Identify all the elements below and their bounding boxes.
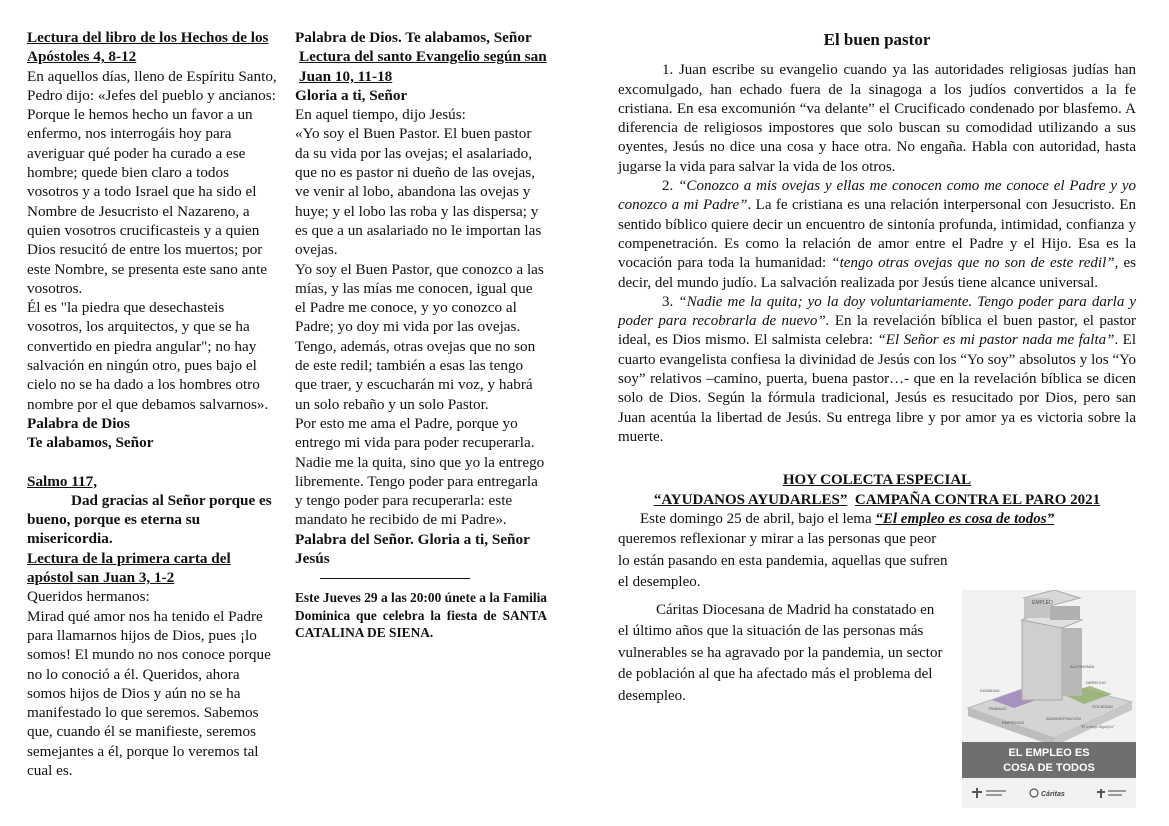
column-middle: [295, 28, 547, 642]
reading1-close2: Te alabamos, Señor: [27, 434, 154, 452]
psalm-response: Dad gracias al Señor porque es bueno, porque es eterna su misericordia.: [27, 491, 272, 548]
puzzle-word: EMPRESAS: [1002, 720, 1025, 725]
puzzle-word: ADMINISTRACIÓN: [1046, 716, 1081, 721]
reading2-close: Palabra de Dios. Te alabamos, Señor: [295, 29, 532, 46]
puzzle-word: TRABAJO: [988, 706, 1007, 711]
reading2-title: Lectura de la primera carta del apóstol san Juan 3, 1-2: [27, 549, 231, 587]
reading2-greeting: Queridos hermanos:: [27, 588, 150, 606]
reading1-title: Lectura del libro de los Hechos de los Apóstoles 4, 8-12: [27, 29, 269, 66]
gospel-close: Palabra del Señor. Gloria a ti, Señor Jesús: [295, 530, 530, 568]
gospel-title: Lectura del santo Evangelio según san Juan 10, 11-18: [299, 48, 547, 85]
announcement-note: Este Jueves 29 a las 20:00 únete a la Familia Dominica que celebra la fiesta de SANTA CATALINA DE SIENA.: [295, 590, 547, 641]
colecta-campaign: “AYUDANOS AYUDARLES” CAMPAÑA CONTRA EL PARO 2021: [653, 491, 1101, 508]
caritas-logo-text: Cáritas: [1041, 791, 1065, 798]
reading1-text: En aquellos días, lleno de Espíritu Santo, Pedro dijo: «Jefes del pueblo y ancianos: Porque le hemos hecho un favor a un enfermo, nos interrogáis hoy para averiguar qué poder ha curado a ese hombre; quede bien claro a todos vosotros y a todo Israel que ha sido el Nombre de Jesucristo el Nazareno, a quien vosotros crucificasteis y a quien Dios resucitó de entre los muertos; por este Nombre, se presenta este sano ante vosotros.: [27, 67, 277, 297]
reading1-text2: Él es "la piedra que desechasteis vosotros, los arquitectos, y que se ha convertido en piedra angular"; no hay salvación en ningún otro, pues bajo el cielo no se ha dado a los hombres otro nombre por el que debamos salvarnos». Palabra de Dios: [27, 299, 269, 432]
gospel-text3: Tengo, además, otras ovejas que no son de este redil; también a esas las tengo que traer, y escucharán mi voz, y habrá un solo rebaño y un solo Pastor.: [295, 337, 536, 413]
commentary-p1: 1. Juan escribe su evangelio cuando ya las autoridades religiosas judías han excomulgado, han echado fuera de la sinagoga a los judíos convertidos a la fe cristiana. En esa excomunión “va delante” el Crucificado condenado por blasfemo. A diferencia de religiosos impostores que solo buscan su comodidad utilizando a sus oyentes, Jesús no dice una cosa y hace otra. No engaña. Habla con autoridad, hasta jugarse la vida para salvar la vida de los otros.: [618, 62, 1136, 175]
gospel-text2: Yo soy el Buen Pastor, que conozco a las mías, y las mías me conocen, igual que el Padre me conoce, y yo conozco al Padre; yo doy mi vida por las ovejas.: [295, 260, 544, 336]
colecta-p2: Cáritas Diocesana de Madrid ha constatado en el último años que la situación de las personas más vulnerables se ha agravado por la pandemia, un sector de población al que ha afectado más el problema del desempleo.: [618, 601, 943, 704]
puzzle-word: EMPLEO: [1032, 600, 1053, 606]
reading1-close: Palabra de Dios: [27, 414, 130, 432]
colecta-p1-end: queremos reflexionar y mirar a las personas que peor lo están pasando en esta pandemia, aquellas que sufren el desempleo.: [618, 531, 948, 591]
empleo-poster-image: [962, 590, 1136, 808]
gospel-acclaim: Gloria a ti, Señor: [295, 86, 408, 104]
gospel-intro: En aquel tiempo, dijo Jesús:: [295, 106, 466, 124]
poster-line1: EL EMPLEO ES: [1008, 747, 1090, 759]
gospel-text4: Por esto me ama el Padre, porque yo entrego mi vida para poder recuperarla. Nadie me la quita, sino que yo la entrego libremente. Tengo poder para entregarla y tengo poder para recuperarla: este mandato he recibido de mi Padre». Palabra del Señor. Gloria a ti, Señor Jesús: [295, 414, 545, 568]
puzzle-word: DIGNIDAD: [980, 688, 1000, 693]
poster-quote: "El trabajo dignifica": [1080, 724, 1115, 729]
colecta-title: HOY COLECTA ESPECIAL: [782, 472, 972, 489]
puzzle-word: AUTONOMÍA: [1070, 664, 1095, 669]
commentary-title: El buen pastor: [823, 30, 931, 49]
puzzle-word: DERECHO: [1086, 680, 1107, 685]
divider: [320, 578, 470, 579]
reading2-text: Mirad qué amor nos ha tenido el Padre para llamarnos hijos de Dios, pues ¡lo somos! El mundo no nos conoce porque no lo conoció a él. Queridos, ahora somos hijos de Dios y aún no se ha manifestado lo que seremos. Sabemos que, cuando él se manifieste, seremos semejantes a él, porque lo veremos tal cual es.: [27, 607, 271, 779]
psalm-title: Salmo 117,: [27, 472, 98, 490]
poster-line2: COSA DE TODOS: [1003, 762, 1095, 774]
colecta-p1-start: Este domingo 25 de abril, bajo el lema “El empleo es cosa de todos”: [640, 510, 1055, 527]
colecta-body: [618, 529, 948, 707]
commentary-p2: 2. “Conozco a mis ovejas y ellas me conocen como me conoce el Padre y yo conozco a mi Padre”. La fe cristiana es una relación interpersonal con Jesucristo. En sentido bíblico quiere decir un encuentro de sintonía profunda, intimidad, confianza y compenetración. Es como la relación de amor entre el Padre y el Hijo. Esa es la vocación para toda la humanidad: “tengo otras ovejas que no son de este redil”, es decir, del mundo judío. La salvación realizada por Jesús tiene alcance universal.: [618, 178, 1136, 291]
puzzle-word: SOCIEDAD: [1092, 704, 1113, 709]
column-left: [27, 28, 279, 780]
gospel-text1: «Yo soy el Buen Pastor. El buen pastor da su vida por las ovejas; el asalariado, que no es pastor ni dueño de las ovejas, ve venir al lobo, abandona las ovejas y huye; y el lobo las roba y las dispersa; y es que a un asalariado no le importan las ovejas.: [295, 125, 542, 259]
commentary-p3: 3. “Nadie me la quita; yo la doy voluntariamente. Tengo poder para darla y poder para recobrarla de nuevo”. En la revelación bíblica el buen pastor, el pastor ideal, es Dios mismo. El salmista celebra: “El Señor es mi pastor nada me falta”. El cuarto evangelista confiesa la divinidad de Jesús con los “Yo soy” absolutos y los “Yo soy” relativos –camino, puerta, buena pastor…- que en la revelación bíblica se dicen solo de Dios. Según la fórmula tradicional, Jesús es resucitado por Dios, pero san Juan acentúa la libertad de Jesús. Su entrega libre y por amor ya es victoria sobre la muerte.: [618, 293, 1137, 445]
